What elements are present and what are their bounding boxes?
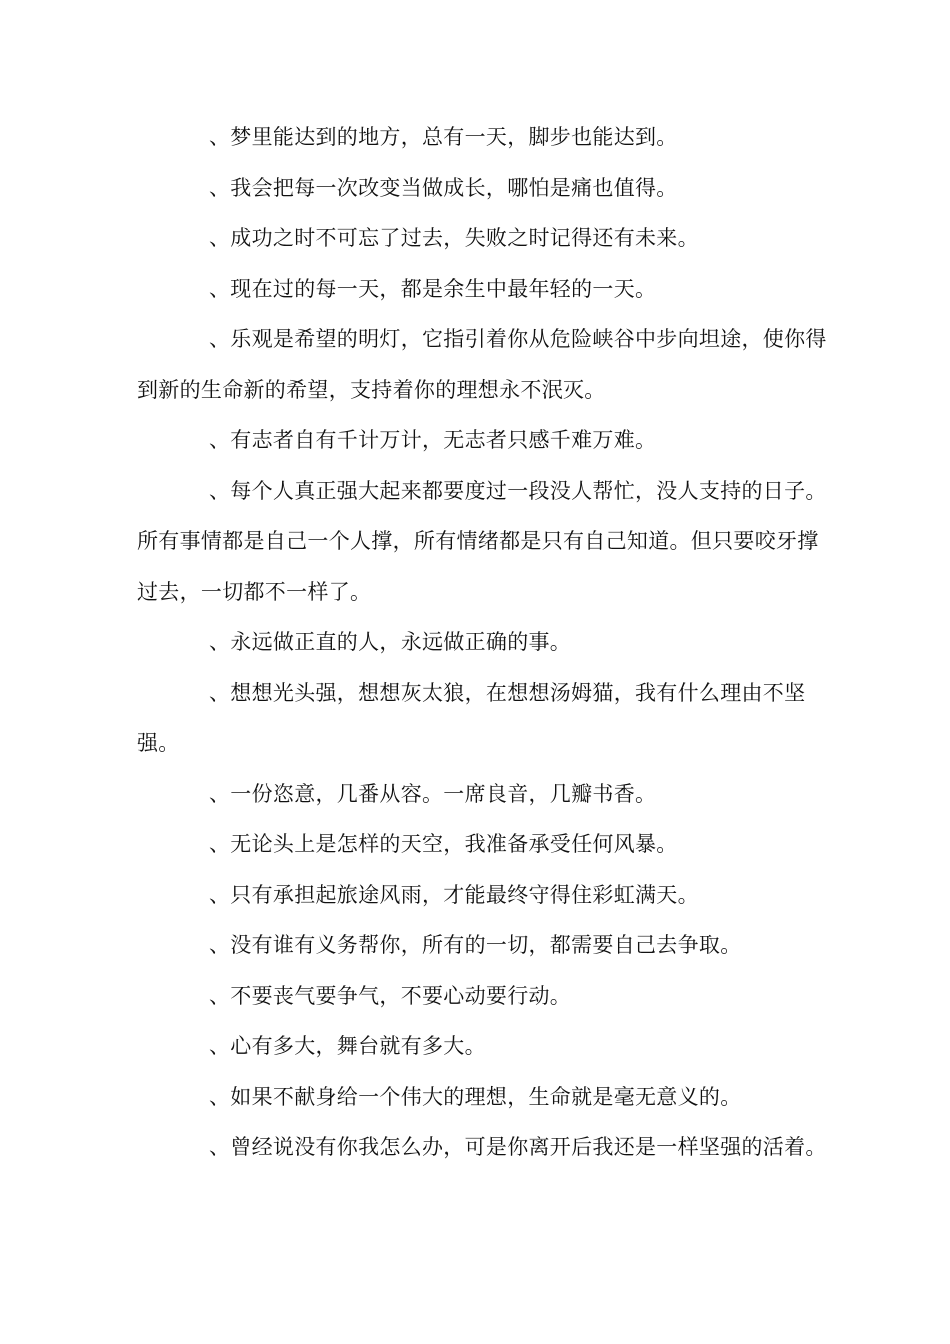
paragraph: 、有志者自有千计万计，无志者只感千难万难。 [209,428,657,452]
paragraph: 、心有多大，舞台就有多大。 [209,1034,486,1058]
paragraph: 、曾经说没有你我怎么办，可是你离开后我还是一样坚强的活着。 [209,1135,827,1159]
paragraph: 、永远做正直的人，永远做正确的事。 [209,630,572,654]
paragraph: 、现在过的每一天，都是余生中最年轻的一天。 [209,276,657,301]
paragraph: 、每个人真正强大起来都要度过一段没人帮忙，没人支持的日子。所有事情都是自己一个人撑，所有情绪都是只有自己知道。但只要咬牙撑过去，一切都不一样了。 [137,478,827,604]
paragraph: 、只有承担起旅途风雨，才能最终守得住彩虹满天。 [209,882,699,907]
paragraph: 、想想光头强，想想灰太狼，在想想汤姆猫，我有什么理由不坚强。 [137,680,806,755]
paragraph: 、如果不献身给一个伟大的理想，生命就是毫无意义的。 [209,1084,742,1109]
paragraph: 、乐观是希望的明灯，它指引着你从危险峡谷中步向坦途，使你得到新的生命新的希望，支持着你的理想永不泯灭。 [137,327,827,402]
paragraph: 、成功之时不可忘了过去，失败之时记得还有未来。 [209,226,699,250]
document-body [137,112,827,1173]
paragraph: 、无论头上是怎样的天空，我准备承受任何风暴。 [209,832,678,856]
paragraph: 、我会把每一次改变当做成长，哪怕是痛也值得。 [209,175,678,200]
paragraph: 、梦里能达到的地方，总有一天，脚步也能达到。 [209,125,678,149]
paragraph: 、没有谁有义务帮你，所有的一切，都需要自己去争取。 [209,933,742,957]
paragraph: 、一份恣意，几番从容。一席良音，几瓣书香。 [209,781,657,806]
paragraph: 、不要丧气要争气，不要心动要行动。 [209,983,572,1008]
